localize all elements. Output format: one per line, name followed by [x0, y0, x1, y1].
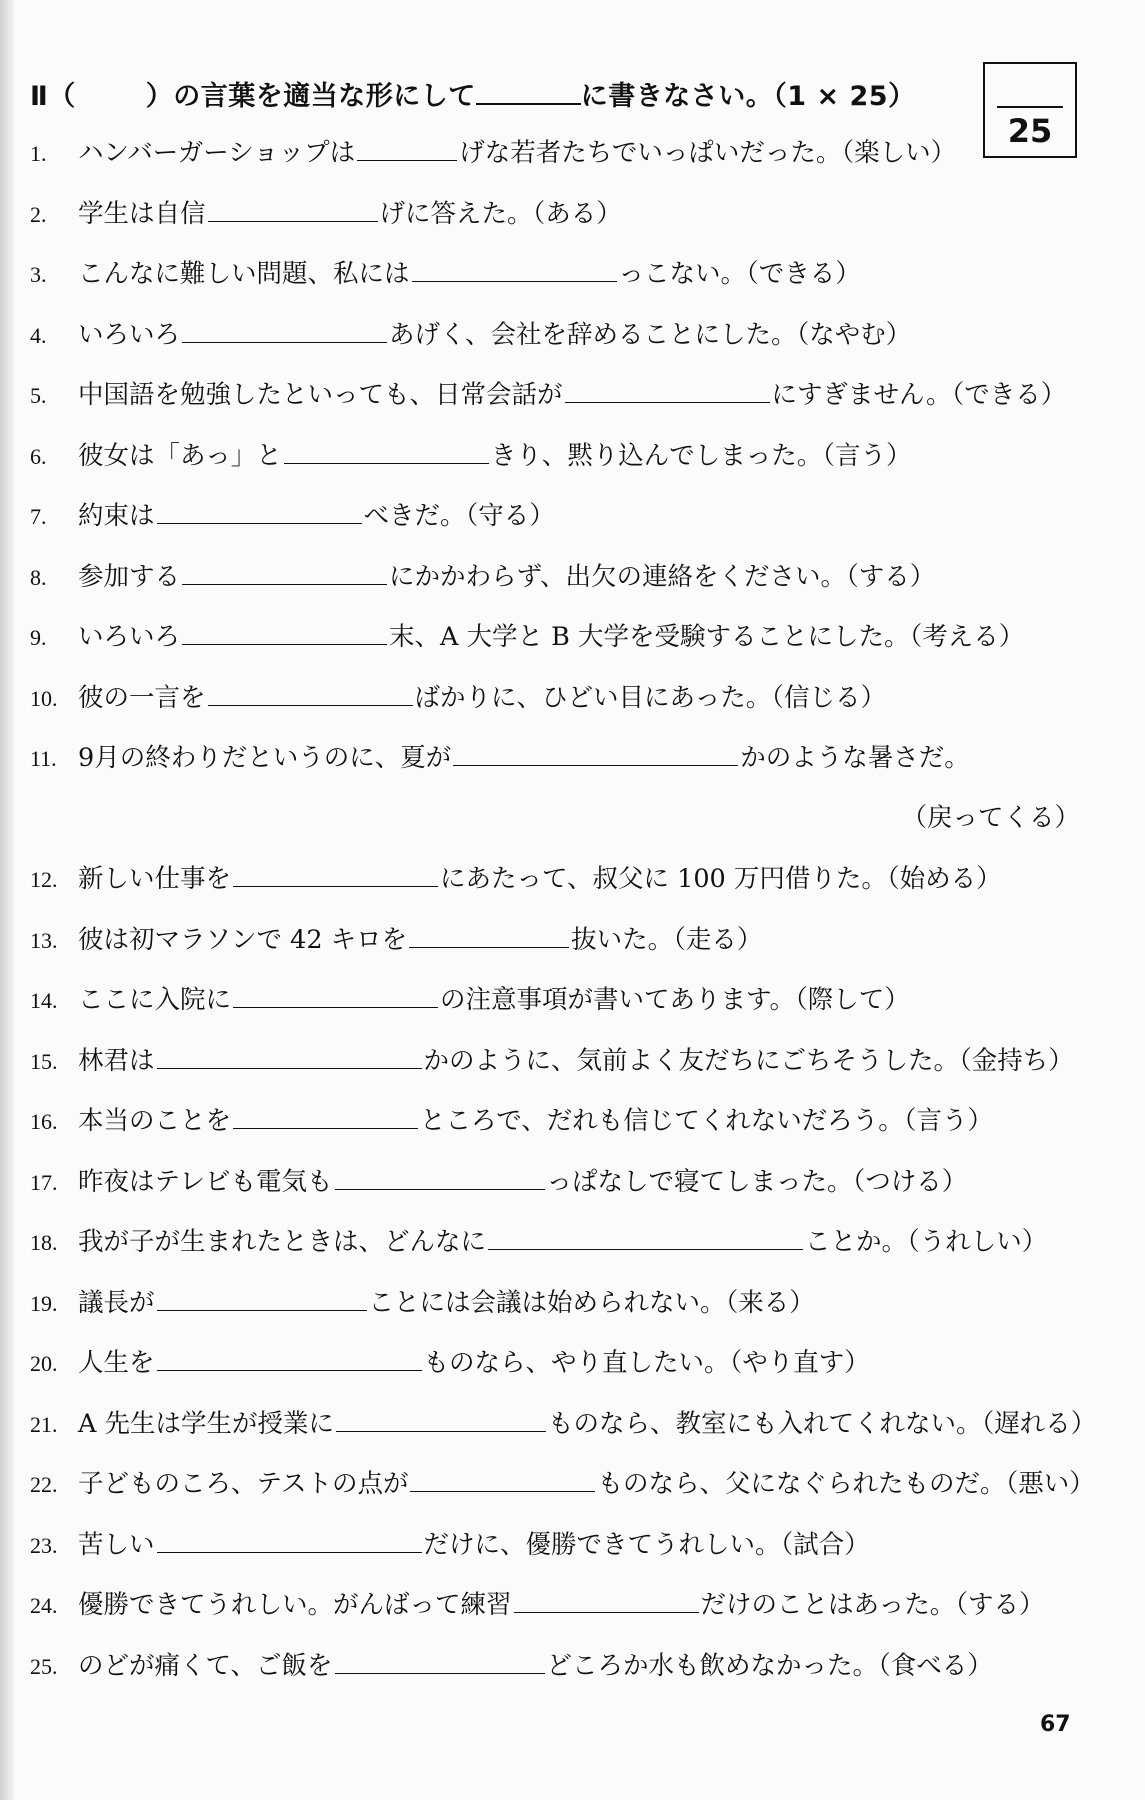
question-number: 5. [30, 383, 47, 408]
question-text-before: A 先生は学生が授業に [78, 1408, 335, 1439]
page-edge-shadow [0, 0, 14, 1800]
question-number: 7. [30, 504, 47, 529]
question-text-after: ものなら、やり直したい。（やり直す） [423, 1348, 870, 1378]
question-text-after: ところで、だれも信じてくれないだろう。（言う） [420, 1106, 994, 1136]
answer-blank[interactable] [233, 985, 438, 1008]
question-text-before: 彼は初マラソンで 42 キロを [78, 924, 408, 955]
question-row [30, 557, 1120, 618]
question-number: 16. [30, 1109, 58, 1134]
answer-blank[interactable] [233, 1106, 418, 1129]
answer-blank[interactable] [157, 1530, 422, 1553]
question-number: 17. [30, 1169, 58, 1195]
question-row [30, 1162, 1120, 1223]
question-text-after: ものなら、父になぐられたものだ。（悪い） [597, 1469, 1095, 1499]
question-row [30, 1222, 1120, 1283]
question-text-after: 抜いた。（走る） [571, 924, 763, 955]
question-text-before: 議長が [78, 1287, 155, 1318]
question-number: 10. [30, 685, 58, 711]
section-numeral: Ⅱ（ [30, 81, 76, 112]
question-row [30, 1464, 1120, 1525]
answer-blank[interactable] [335, 1167, 545, 1190]
question-row [30, 1404, 1120, 1465]
question-text-after: だけのことはあった。（する） [700, 1590, 1045, 1620]
question-row [30, 1283, 1120, 1344]
question-number: 12. [30, 867, 58, 892]
question-row [30, 738, 1120, 859]
question-text-after: げに答えた。（ある） [379, 198, 622, 229]
question-text-before: 昨夜はテレビも電気も [78, 1166, 333, 1197]
question-text-before: 優勝できてうれしい。がんばって練習 [78, 1590, 512, 1620]
question-row [30, 254, 1120, 315]
answer-blank[interactable] [412, 259, 617, 282]
question-text-after: どころか水も飲めなかった。（食べる） [546, 1650, 993, 1681]
answer-blank[interactable] [157, 1348, 422, 1371]
section-header [30, 74, 916, 113]
question-number: 18. [30, 1230, 58, 1255]
question-row [30, 194, 1120, 255]
question-number: 2. [30, 201, 47, 227]
question-number: 23. [30, 1532, 58, 1558]
question-text-before: 彼の一言を [78, 682, 206, 713]
question-text-before: ハンバーガーショップは [78, 138, 356, 168]
answer-blank[interactable] [284, 441, 489, 464]
question-list [30, 133, 1120, 1706]
question-row [30, 496, 1120, 557]
instruction-blank [476, 79, 581, 105]
question-text-before: 中国語を勉強したといっても、日常会話が [78, 380, 563, 410]
question-number: 13. [30, 927, 58, 953]
question-number: 15. [30, 1048, 58, 1074]
question-number: 6. [30, 443, 47, 469]
question-row [30, 920, 1120, 981]
question-text-after: きり、黙り込んでしまった。（言う） [490, 440, 912, 471]
question-text-before: こんなに難しい問題、私には [78, 259, 410, 289]
question-row [30, 980, 1120, 1041]
question-text-before: 参加する [78, 561, 181, 592]
question-text-before: いろいろ [78, 622, 181, 652]
question-text-after: にかかわらず、出欠の連絡をください。（する） [389, 561, 936, 592]
question-number: 21. [30, 1411, 58, 1437]
question-row [30, 375, 1120, 436]
question-row [30, 1525, 1120, 1586]
question-text-before: 約束は [78, 501, 155, 531]
question-text-after: にすぎません。（できる） [771, 380, 1067, 410]
question-number: 20. [30, 1351, 58, 1376]
question-text-after: げな若者たちでいっぱいだった。（楽しい） [459, 138, 957, 168]
question-number: 4. [30, 322, 47, 348]
answer-blank[interactable] [157, 1046, 422, 1069]
question-row [30, 1646, 1120, 1707]
question-text-before: 人生を [78, 1348, 155, 1378]
question-text-before: のどが痛くて、ご飯を [78, 1650, 333, 1681]
question-text-before: いろいろ [78, 319, 181, 350]
instruction-text-b: に書きなさい。（1 × 25） [580, 81, 916, 112]
answer-blank[interactable] [357, 138, 457, 161]
answer-blank[interactable] [335, 1651, 545, 1674]
answer-blank[interactable] [336, 1409, 546, 1432]
question-text-after: だけに、優勝できてうれしい。（試合） [423, 1529, 870, 1560]
question-number: 22. [30, 1472, 58, 1497]
answer-blank[interactable] [182, 622, 387, 645]
question-text-before: 9月の終わりだというのに、夏が [78, 743, 452, 773]
question-row [30, 133, 1120, 194]
question-text-before: 我が子が生まれたときは、どんなに [78, 1227, 487, 1257]
question-number: 1. [30, 141, 47, 166]
answer-blank[interactable] [182, 562, 387, 585]
question-number: 11. [30, 746, 57, 771]
question-text-before: 彼女は「あっ」と [78, 440, 282, 471]
question-row [30, 1101, 1120, 1162]
question-text-after: ことか。（うれしい） [805, 1227, 1048, 1257]
question-hint-continued: （戻ってくる） [901, 803, 1080, 833]
question-text-before: 林君は [78, 1045, 155, 1076]
question-row [30, 678, 1120, 739]
question-text-after: かのように、気前よく友だちにごちそうした。（金持ち） [423, 1045, 1074, 1076]
answer-blank[interactable] [488, 1227, 803, 1250]
question-row [30, 436, 1120, 497]
score-total: 25 [1007, 112, 1053, 150]
instruction-text-a: の言葉を適当な形にして [173, 81, 476, 112]
question-text-after: ことには会議は始められない。（来る） [368, 1287, 815, 1318]
question-text-after: っこない。（できる） [618, 259, 861, 289]
question-text-before: 学生は自信 [78, 198, 206, 229]
question-text-before: 苦しい [78, 1529, 155, 1560]
answer-blank[interactable] [514, 1590, 699, 1613]
question-number: 3. [30, 262, 47, 287]
page-number: 67 [1040, 1712, 1071, 1737]
question-number: 14. [30, 988, 58, 1013]
answer-blank[interactable] [208, 683, 413, 706]
question-number: 8. [30, 564, 47, 590]
question-row [30, 1585, 1120, 1646]
question-row [30, 859, 1120, 920]
answer-blank[interactable] [410, 1469, 595, 1492]
question-text-after: ばかりに、ひどい目にあった。（信じる） [414, 682, 887, 713]
question-text-before: 子どものころ、テストの点が [78, 1469, 409, 1499]
question-text-after: の注意事項が書いてあります。（際して） [440, 985, 910, 1015]
question-number: 25. [30, 1653, 58, 1679]
answer-blank[interactable] [409, 925, 569, 948]
question-text-after: あげく、会社を辞めることにした。（なやむ） [389, 319, 912, 350]
question-text-after: かのような暑さだ。 [740, 743, 970, 773]
answer-blank[interactable] [157, 501, 362, 524]
answer-blank[interactable] [565, 380, 770, 403]
question-text-after: 末、A 大学と B 大学を受験することにした。（考える） [389, 622, 1025, 652]
score-entry-line[interactable] [997, 106, 1063, 108]
close-paren: ） [145, 81, 174, 112]
question-text-after: にあたって、叔父に 100 万円借りた。（始める） [440, 864, 1002, 894]
question-row [30, 617, 1120, 678]
question-row [30, 1041, 1120, 1102]
question-number: 9. [30, 625, 47, 650]
answer-blank[interactable] [233, 864, 438, 887]
question-text-after: べきだ。（守る） [363, 501, 555, 531]
question-text-before: 本当のことを [78, 1106, 232, 1136]
question-text-after: ものなら、教室にも入れてくれない。（遅れる） [548, 1408, 1097, 1439]
question-text-before: ここに入院に [78, 985, 232, 1015]
question-number: 19. [30, 1290, 58, 1316]
answer-blank[interactable] [182, 320, 387, 343]
answer-blank[interactable] [453, 743, 738, 766]
answer-blank[interactable] [157, 1288, 367, 1311]
question-row [30, 1343, 1120, 1404]
question-row [30, 315, 1120, 376]
question-text-after: っぱなしで寝てしまった。（つける） [546, 1166, 968, 1197]
question-text-before: 新しい仕事を [78, 864, 232, 894]
question-number: 24. [30, 1593, 58, 1618]
answer-blank[interactable] [208, 199, 378, 222]
